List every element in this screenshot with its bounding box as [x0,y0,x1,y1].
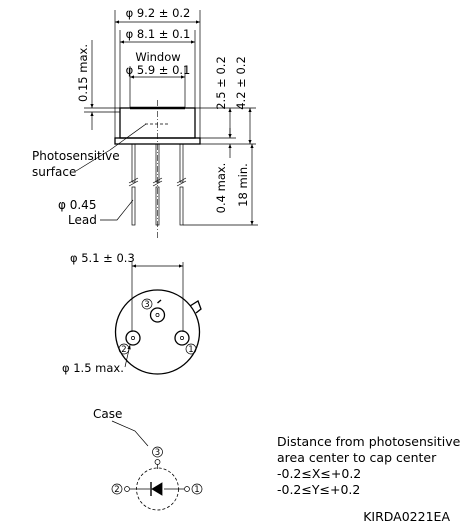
lead-leader [100,200,133,220]
pin-2-outline [126,331,140,345]
drawing-code: KIRDA0221EA [363,509,450,524]
note-line3: -0.2≤X≤+0.2 [277,466,362,481]
photosensitive-label-line2: surface [32,165,77,179]
dim-pin-dia: φ 1.5 max. [62,361,124,375]
note-line2: area center to cap center [277,450,437,465]
pin-3-outline [151,308,165,322]
schem-pin-3-label: 3 [154,448,161,458]
pin-3-label: 3 [144,300,150,310]
schem-pin-1-label: 1 [194,485,200,495]
dim-cap-height: 2.5 ± 0.2 [214,56,228,110]
schematic [93,407,202,510]
lead-dia: φ 0.45 [58,198,97,212]
dim-lead-length: 18 min. [236,163,250,207]
window-label: Window [135,50,181,64]
pin-2-label: 2 [121,345,127,355]
pin-1-outline [175,331,189,345]
case-leader [112,421,148,446]
photosensitive-label-line1: Photosensitive [32,149,120,163]
case-label: Case [93,407,123,421]
schem-pin-2-label: 2 [114,485,120,495]
bottom-view [62,251,201,375]
tolerance-note [277,434,461,497]
pin-1-label: 1 [188,345,194,355]
dim-flange-thickness: 0.15 max. [76,44,90,102]
note-line4: -0.2≤Y≤+0.2 [277,482,361,497]
dim-cap-outer: φ 9.2 ± 0.2 [125,6,191,20]
note-line1: Distance from photosensitive [277,434,461,449]
dim-total-height: 4.2 ± 0.2 [234,56,248,110]
lead-label: Lead [68,213,97,227]
dim-window: φ 5.9 ± 0.1 [125,63,191,77]
dim-base-height: 0.4 max. [214,162,228,214]
dim-cap-inner: φ 8.1 ± 0.1 [125,27,191,41]
photosensitive-leader [76,124,146,171]
side-view [32,6,258,240]
photodiode-symbol [152,483,162,495]
dim-pitch-circle: φ 5.1 ± 0.3 [70,251,135,265]
